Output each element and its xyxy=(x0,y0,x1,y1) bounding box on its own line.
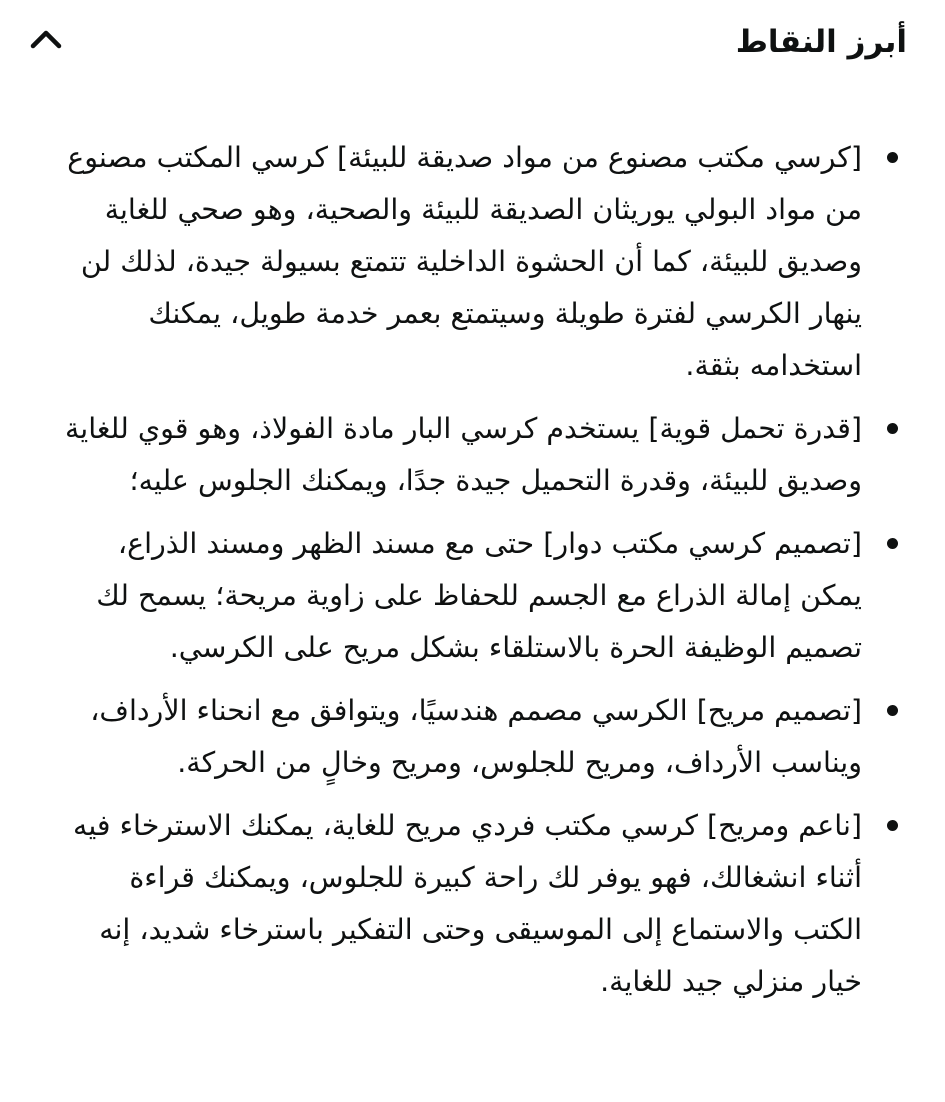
highlights-header xyxy=(0,0,945,92)
bullet-tag: [ناعم ومريح] xyxy=(707,809,862,842)
chevron-up-icon xyxy=(29,28,63,50)
bullet-tag: [تصميم كرسي مكتب دوار] xyxy=(543,527,862,560)
bullet-icon xyxy=(887,705,898,716)
list-item xyxy=(60,518,912,674)
bullet-tag: [قدرة تحمل قوية] xyxy=(648,412,862,445)
collapse-toggle-button[interactable] xyxy=(24,17,68,61)
bullet-icon xyxy=(887,820,898,831)
list-item xyxy=(60,685,912,789)
bullet-text: حتى مع مسند الظهر ومسند الذراع، يمكن إمالة الذراع مع الجسم للحفاظ على زاوية مريحة؛ يسمح لك تصميم الوظيفة الحرة بالاستلقاء بشكل مريح على الكرسي. xyxy=(96,527,862,664)
bullet-text: يستخدم كرسي البار مادة الفولاذ، وهو قوي للغاية وصديق للبيئة، وقدرة التحميل جيدة جدًا، ويمكنك الجلوس عليه؛ xyxy=(65,412,862,497)
bullet-icon xyxy=(887,423,898,434)
list-item xyxy=(60,800,912,1008)
bullet-text: كرسي مكتب فردي مريح للغاية، يمكنك الاسترخاء فيه أثناء انشغالك، فهو يوفر لك راحة كبيرة للجلوس، ويمكنك قراءة الكتب والاستماع إلى الموسيقى وحتى التفكير باسترخاء شديد، إنه خيار منزلي جيد للغاية. xyxy=(73,809,862,998)
bullet-text: كرسي المكتب مصنوع من مواد البولي يوريثان الصديقة للبيئة والصحية، وهو صحي للغاية وصديق للبيئة، كما أن الحشوة الداخلية تتمتع بسيولة جيدة، لذلك لن ينهار الكرسي لفترة طويلة وسيتمتع بعمر خدمة طويل، يمكنك استخدامه بثقة. xyxy=(67,141,862,382)
bullet-text: الكرسي مصمم هندسيًا، ويتوافق مع انحناء الأرداف، ويناسب الأرداف، ومريح للجلوس، ومريح وخالٍ من الحركة. xyxy=(90,694,862,779)
list-item xyxy=(60,403,912,507)
bullet-icon xyxy=(887,538,898,549)
highlights-content xyxy=(60,132,912,1019)
section-title: أبرز النقاط xyxy=(735,24,907,60)
bullet-tag: [كرسي مكتب مصنوع من مواد صديقة للبيئة] xyxy=(337,141,862,174)
highlights-list xyxy=(60,132,912,1008)
list-item xyxy=(60,132,912,392)
bullet-icon xyxy=(887,152,898,163)
bullet-tag: [تصميم مريح] xyxy=(696,694,862,727)
